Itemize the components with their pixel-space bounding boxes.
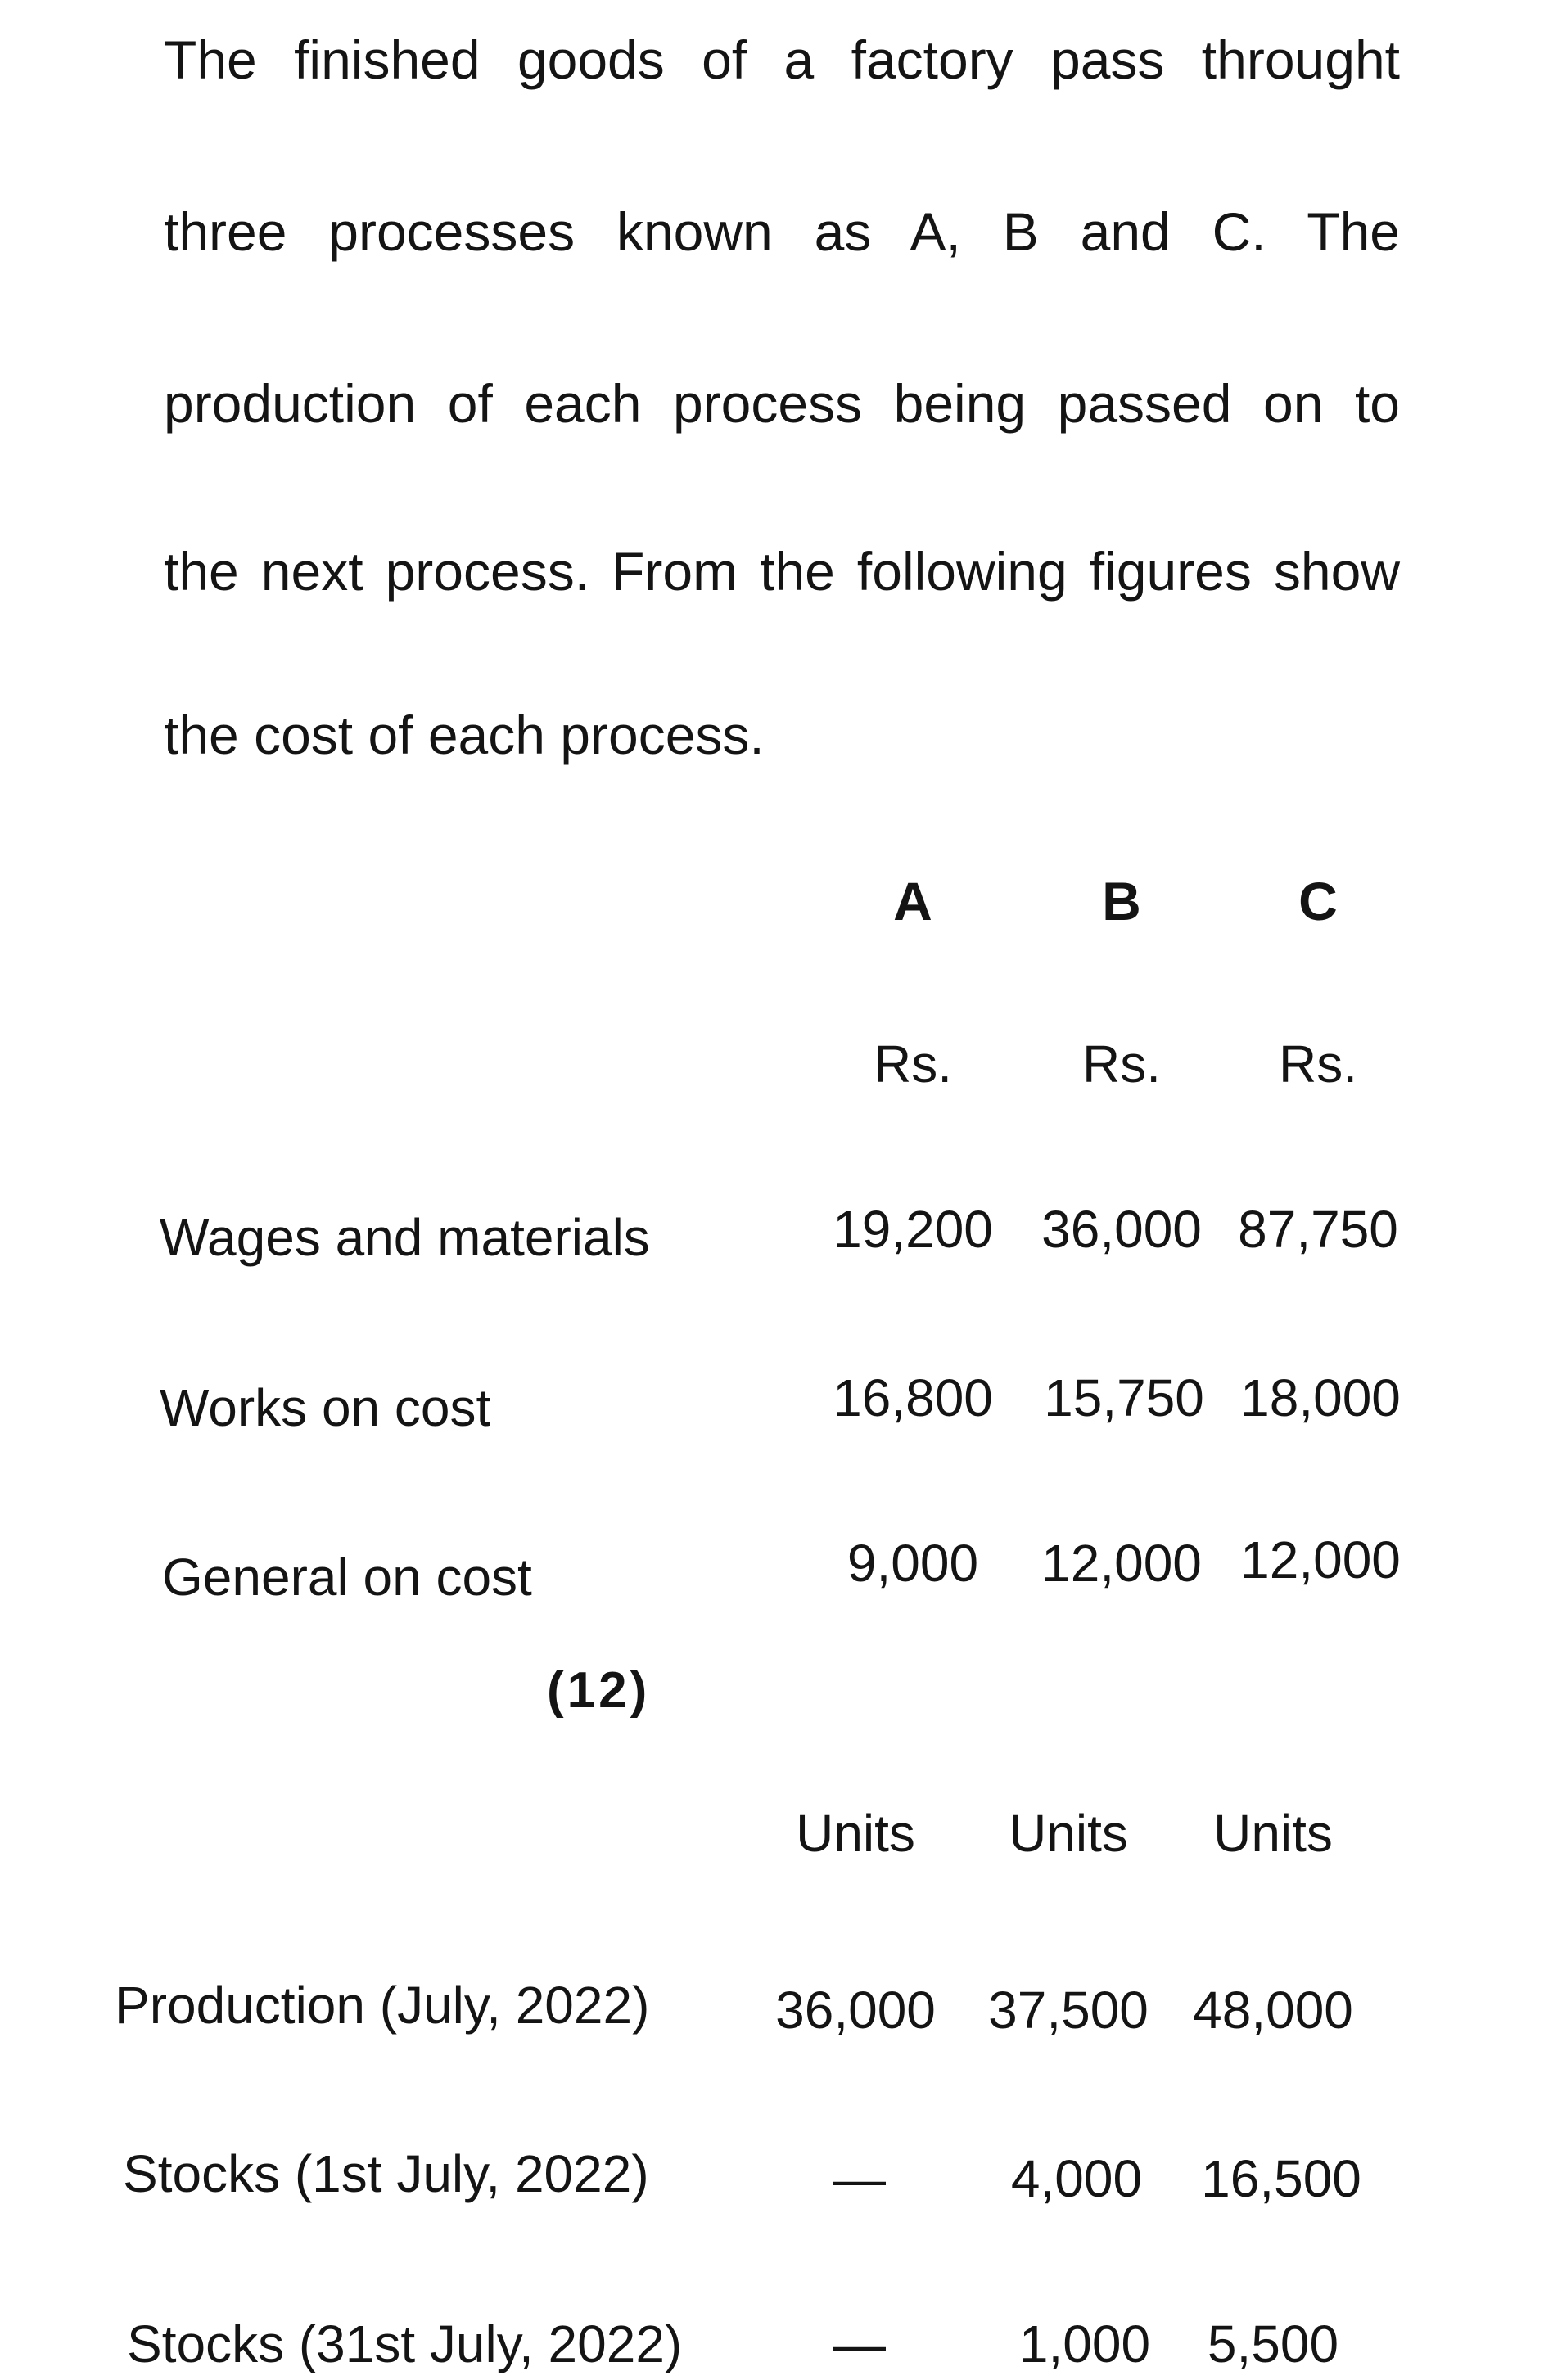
currency-unit-c: Rs. [1279, 1034, 1357, 1093]
value-a: — [833, 2315, 886, 2373]
units-header-b: Units [1009, 1804, 1128, 1863]
value-b: 37,500 [988, 1981, 1149, 2040]
units-header-a: Units [796, 1804, 915, 1863]
value-c: 18,000 [1240, 1368, 1401, 1427]
column-header-a: A [893, 871, 932, 931]
currency-unit-a: Rs. [874, 1034, 952, 1093]
value-c: 5,500 [1207, 2315, 1339, 2373]
value-a: 16,800 [833, 1368, 993, 1427]
value-c: 16,500 [1201, 2149, 1361, 2208]
text-line: The finished goods of a factory pass throught [164, 29, 1400, 90]
column-header-b: B [1102, 871, 1141, 931]
text-line: the cost of each process. [164, 705, 765, 765]
units-header-c: Units [1213, 1804, 1333, 1863]
value-b: 36,000 [1041, 1200, 1202, 1259]
value-b: 12,000 [1041, 1534, 1202, 1593]
page-number: (12) [547, 1662, 651, 1719]
value-a: 36,000 [775, 1981, 936, 2040]
row-label: Wages and materials [160, 1208, 650, 1267]
row-label: Production (July, 2022) [115, 1976, 650, 2035]
value-a: 19,200 [833, 1200, 993, 1259]
value-a: — [833, 2149, 886, 2208]
row-label: Stocks (1st July, 2022) [123, 2144, 649, 2203]
value-a: 9,000 [846, 1534, 979, 1593]
value-b: 1,000 [1018, 2315, 1151, 2373]
value-b: 15,750 [1044, 1368, 1204, 1427]
value-c: 48,000 [1193, 1981, 1353, 2040]
currency-unit-b: Rs. [1082, 1034, 1161, 1093]
row-label: Works on cost [160, 1378, 491, 1437]
text-line: the next process. From the following figures show [164, 541, 1400, 602]
text-line: production of each process being passed on to [164, 373, 1400, 434]
text-line: three processes known as A, B and C. The [164, 201, 1400, 262]
column-header-c: C [1298, 871, 1338, 931]
row-label: General on cost [162, 1548, 532, 1607]
row-label: Stocks (31st July, 2022) [127, 2315, 683, 2373]
value-c: 12,000 [1240, 1530, 1401, 1589]
value-b: 4,000 [1010, 2149, 1143, 2208]
value-c: 87,750 [1238, 1200, 1398, 1259]
